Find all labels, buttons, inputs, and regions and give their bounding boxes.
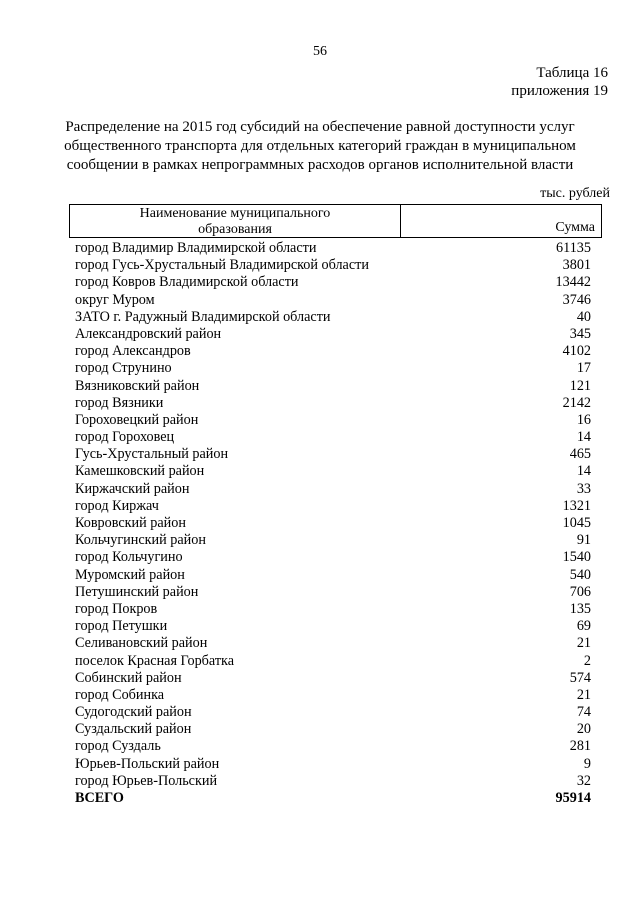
row-name: город Суздаль bbox=[75, 738, 161, 755]
row-name: Кольчугинский район bbox=[75, 532, 206, 549]
row-value: 40 bbox=[576, 308, 591, 325]
table-row bbox=[75, 653, 591, 670]
table-row bbox=[75, 738, 591, 755]
table-row bbox=[75, 756, 591, 773]
row-value: 13442 bbox=[555, 274, 591, 291]
total-row bbox=[75, 790, 591, 807]
row-value: 16 bbox=[576, 411, 591, 428]
row-value: 574 bbox=[569, 669, 591, 686]
row-value: 4102 bbox=[562, 343, 591, 360]
header-name-cell bbox=[70, 205, 401, 238]
row-value: 281 bbox=[569, 738, 591, 755]
row-name: поселок Красная Горбатка bbox=[75, 652, 234, 669]
table-reference-line1: Таблица 16 bbox=[536, 65, 608, 81]
row-name: Собинский район bbox=[75, 669, 182, 686]
title-line1: Распределение на 2015 год субсидий на обеспечение равной доступности услуг bbox=[65, 119, 575, 135]
row-name: город Покров bbox=[75, 600, 158, 617]
row-name: город Струнино bbox=[75, 360, 172, 377]
table-row bbox=[75, 446, 591, 463]
row-value: 17 bbox=[576, 360, 591, 377]
document-title bbox=[40, 118, 600, 175]
table-row bbox=[75, 463, 591, 480]
table-row bbox=[75, 601, 591, 618]
row-value: 345 bbox=[569, 325, 591, 342]
table-row bbox=[75, 274, 591, 291]
table-row bbox=[75, 360, 591, 377]
row-value: 540 bbox=[569, 566, 591, 583]
row-name: Камешковский район bbox=[75, 463, 205, 480]
row-name: город Кольчугино bbox=[75, 549, 183, 566]
row-name: Гусь-Хрустальный район bbox=[75, 446, 229, 463]
row-name: город Петушки bbox=[75, 618, 168, 635]
table-row bbox=[75, 704, 591, 721]
row-value: 2 bbox=[583, 652, 591, 669]
row-name: город Александров bbox=[75, 343, 191, 360]
row-value: 20 bbox=[576, 721, 591, 738]
row-name: Суздальский район bbox=[75, 721, 192, 738]
table-reference bbox=[511, 64, 608, 100]
row-value: 1321 bbox=[562, 497, 591, 514]
row-name: Селивановский район bbox=[75, 635, 208, 652]
table-body bbox=[75, 240, 591, 807]
row-name: Гороховецкий район bbox=[75, 411, 199, 428]
table-row bbox=[75, 670, 591, 687]
row-value: 32 bbox=[576, 772, 591, 789]
row-value: 1045 bbox=[562, 515, 591, 531]
table-row bbox=[75, 773, 591, 790]
row-name: город Киржач bbox=[75, 497, 159, 514]
row-name: город Ковров Владимирской области bbox=[75, 274, 299, 291]
table-row bbox=[75, 412, 591, 429]
table-row bbox=[75, 532, 591, 549]
row-name: город Юрьев-Польский bbox=[75, 772, 218, 789]
table-row bbox=[75, 240, 591, 257]
row-value: 3801 bbox=[562, 257, 591, 274]
row-value: 33 bbox=[576, 480, 591, 497]
row-name: ЗАТО г. Радужный Владимирской области bbox=[75, 308, 331, 325]
row-name: округ Муром bbox=[75, 291, 155, 308]
table-row bbox=[75, 309, 591, 326]
table-row bbox=[75, 635, 591, 652]
row-value: 91 bbox=[576, 532, 591, 549]
row-value: 21 bbox=[576, 686, 591, 703]
page-number: 56 bbox=[313, 44, 327, 59]
table-row bbox=[75, 257, 591, 274]
row-value: 74 bbox=[576, 704, 591, 721]
row-name: город Вязники bbox=[75, 394, 164, 411]
row-value: 14 bbox=[576, 463, 591, 480]
row-name: город Собинка bbox=[75, 686, 165, 703]
header-name-line1: Наименование муниципального bbox=[139, 206, 331, 221]
row-value: 2142 bbox=[562, 394, 591, 411]
table-row bbox=[75, 498, 591, 515]
table-row bbox=[75, 721, 591, 738]
title-line2: общественного транспорта для отдельных категорий граждан в муниципальном bbox=[64, 138, 576, 154]
table-row bbox=[75, 618, 591, 635]
row-value: 135 bbox=[569, 600, 591, 617]
row-value: 69 bbox=[576, 618, 591, 635]
row-value: 9 bbox=[583, 755, 591, 772]
table-reference-line2: приложения 19 bbox=[511, 83, 608, 99]
table-row bbox=[75, 292, 591, 309]
table-row bbox=[75, 687, 591, 704]
row-value: 465 bbox=[569, 446, 591, 463]
row-name: Киржачский район bbox=[75, 480, 190, 497]
header-name-line2: образования bbox=[198, 222, 272, 237]
table-header bbox=[69, 204, 602, 238]
table-row bbox=[75, 343, 591, 360]
row-value: 706 bbox=[569, 583, 591, 600]
table-row bbox=[75, 584, 591, 601]
row-value: 121 bbox=[569, 377, 591, 394]
row-name: Ковровский район bbox=[75, 515, 186, 531]
row-name: Муромский район bbox=[75, 566, 185, 583]
header-sum-cell: Сумма bbox=[555, 220, 595, 235]
table-row bbox=[75, 326, 591, 343]
row-value: 21 bbox=[576, 635, 591, 652]
row-name: город Гороховец bbox=[75, 429, 175, 446]
row-name: город Владимир Владимирской области bbox=[75, 240, 317, 256]
row-name: Юрьев-Польский район bbox=[75, 755, 220, 772]
row-value: 1540 bbox=[562, 549, 591, 566]
total-value: 95914 bbox=[555, 790, 591, 806]
row-name: Петушинский район bbox=[75, 583, 199, 600]
row-name: Судогодский район bbox=[75, 704, 192, 721]
table-row bbox=[75, 549, 591, 566]
table-row bbox=[75, 515, 591, 532]
table-row bbox=[75, 567, 591, 584]
row-value: 3746 bbox=[562, 291, 591, 308]
total-label: ВСЕГО bbox=[75, 790, 124, 806]
row-name: Вязниковский район bbox=[75, 377, 200, 394]
row-value: 61135 bbox=[556, 240, 591, 256]
table-row bbox=[75, 395, 591, 412]
table-row bbox=[75, 481, 591, 498]
row-name: город Гусь-Хрустальный Владимирской области bbox=[75, 257, 369, 274]
table-row bbox=[75, 378, 591, 395]
row-value: 14 bbox=[576, 429, 591, 446]
units-label: тыс. рублей bbox=[540, 186, 610, 201]
title-line3: сообщении в рамках непрограммных расходов органов исполнительной власти bbox=[66, 157, 574, 173]
table-row bbox=[75, 429, 591, 446]
row-name: Александровский район bbox=[75, 325, 222, 342]
